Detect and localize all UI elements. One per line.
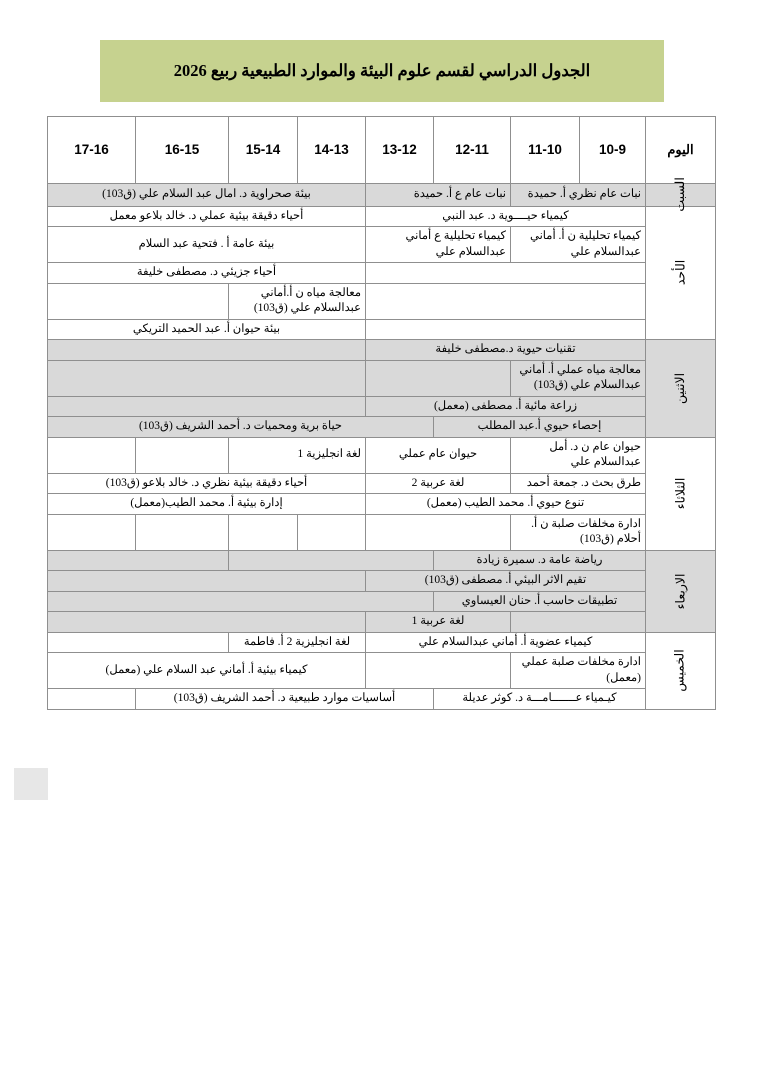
class-cell bbox=[511, 437, 646, 473]
schedule-row bbox=[48, 612, 716, 633]
class-cell bbox=[48, 319, 366, 340]
empty-cell bbox=[48, 396, 366, 417]
class-cell-text: حيوان عام ن د. أمل عبدالسلام علي bbox=[549, 440, 641, 469]
class-cell bbox=[434, 591, 646, 612]
class-cell bbox=[366, 437, 511, 473]
empty-cell bbox=[136, 514, 229, 550]
column-header-time: 14-13 bbox=[298, 117, 366, 184]
class-cell bbox=[434, 417, 646, 438]
column-header-time: 15-14 bbox=[229, 117, 298, 184]
class-cell bbox=[366, 227, 511, 263]
empty-cell bbox=[366, 263, 646, 284]
day-label: السبت bbox=[673, 177, 688, 212]
class-cell bbox=[48, 206, 366, 227]
schedule-row bbox=[48, 494, 716, 515]
day-label: الاثنين bbox=[673, 372, 688, 404]
class-cell bbox=[511, 184, 646, 207]
class-cell bbox=[511, 514, 646, 550]
empty-cell bbox=[136, 437, 229, 473]
day-label-cell bbox=[646, 632, 716, 709]
day-label-cell bbox=[646, 437, 716, 550]
class-cell-text: ادارة مخلفات صلبة عملي (معمل) bbox=[521, 656, 641, 684]
schedule-row bbox=[48, 514, 716, 550]
class-cell bbox=[366, 632, 646, 653]
empty-cell bbox=[48, 437, 136, 473]
empty-cell bbox=[48, 689, 136, 710]
class-cell-text: طرق بحث د. جمعة أحمد bbox=[526, 476, 641, 489]
class-cell bbox=[511, 473, 646, 494]
class-cell-text: رياضة عامة د. سميرة زيادة bbox=[476, 553, 603, 566]
empty-cell bbox=[48, 550, 229, 571]
column-header-time: 16-15 bbox=[136, 117, 229, 184]
class-cell bbox=[366, 473, 511, 494]
schedule-row bbox=[48, 340, 716, 361]
class-cell-text: بيئة عامة أ . فتحية عبد السلام bbox=[138, 237, 275, 250]
class-cell-text: تنوع حيوي أ. محمد الطيب (معمل) bbox=[426, 497, 585, 510]
class-cell bbox=[366, 206, 646, 227]
class-cell-text: كيمياء عضوية أ. أماني عبدالسلام علي bbox=[418, 635, 593, 648]
class-cell-text: تطبيقات حاسب أ. حنان العيساوي bbox=[461, 594, 618, 607]
empty-cell bbox=[366, 283, 646, 319]
empty-cell bbox=[48, 340, 366, 361]
schedule-table bbox=[47, 116, 716, 710]
class-cell bbox=[229, 632, 366, 653]
column-header-time: 11-10 bbox=[511, 117, 580, 184]
class-cell-text: بيئة صحراوية د. امال عبد السلام علي (ق103) bbox=[102, 188, 311, 200]
class-cell bbox=[434, 550, 646, 571]
empty-cell bbox=[48, 514, 136, 550]
schedule-row bbox=[48, 283, 716, 319]
class-cell bbox=[511, 227, 646, 263]
class-cell-text: كيمياء تحليلية ن أ. أماني عبدالسلام علي bbox=[530, 230, 641, 258]
day-label: الخميس bbox=[673, 649, 688, 692]
empty-cell bbox=[366, 514, 511, 550]
class-cell-text: نبات عام نظري أ. حميدة bbox=[527, 188, 641, 200]
day-label-cell bbox=[646, 550, 716, 632]
class-cell-text: بيئة حيوان أ. عبد الحميد التريكي bbox=[132, 322, 281, 335]
schedule-row bbox=[48, 632, 716, 653]
empty-cell bbox=[48, 360, 366, 396]
class-cell bbox=[366, 612, 511, 633]
class-cell bbox=[229, 283, 366, 319]
class-cell-text: ادارة مخلفات صلبة ن أ. أحلام (ق103) bbox=[531, 517, 641, 546]
class-cell-text: لغة عربية 2 bbox=[411, 476, 465, 489]
schedule-row bbox=[48, 319, 716, 340]
schedule-row bbox=[48, 689, 716, 710]
day-label: الثلاثاء bbox=[673, 477, 688, 510]
empty-cell bbox=[511, 612, 646, 633]
class-cell-text: زراعة مائية أ. مصطفى (معمل) bbox=[433, 399, 578, 412]
class-cell bbox=[366, 184, 511, 207]
schedule-row bbox=[48, 591, 716, 612]
column-header-time: 13-12 bbox=[366, 117, 434, 184]
schedule-row bbox=[48, 417, 716, 438]
class-cell bbox=[136, 689, 434, 710]
column-header-time: 17-16 bbox=[48, 117, 136, 184]
empty-cell bbox=[48, 632, 229, 653]
empty-cell bbox=[298, 514, 366, 550]
schedule-table-wrapper bbox=[48, 116, 716, 710]
page-title: الجدول الدراسي لقسم علوم البيئة والموارد الطبيعية ربيع 2026 bbox=[173, 61, 591, 81]
class-cell bbox=[48, 263, 366, 284]
empty-cell bbox=[48, 591, 434, 612]
schedule-row bbox=[48, 550, 716, 571]
class-cell-text: إحصاء حيوي أ.عبد المطلب bbox=[477, 420, 602, 433]
class-cell bbox=[48, 227, 366, 263]
class-cell-text: كيمياء بيئية أ. أماني عبد السلام علي (معمل) bbox=[105, 664, 308, 677]
class-cell-text: أساسيات موارد طبيعية د. أحمد الشريف (ق103) bbox=[173, 692, 396, 705]
class-cell-text: تقنيات حيوية د.مصطفى خليفة bbox=[435, 343, 576, 356]
class-cell-text: إدارة بيئية أ. محمد الطيب(معمل) bbox=[130, 497, 283, 510]
class-cell bbox=[48, 494, 366, 515]
class-cell-text: معالجة مياه عملي أ. أماني عبدالسلام علي (ق103) bbox=[519, 363, 641, 392]
empty-cell bbox=[48, 571, 366, 592]
class-cell-text: أحياء جزيئي د. مصطفى خليفة bbox=[136, 266, 277, 279]
schedule-row bbox=[48, 396, 716, 417]
class-cell bbox=[229, 437, 366, 473]
class-cell-text: كيمياء تحليلية ع أماني عبدالسلام علي bbox=[405, 230, 506, 258]
schedule-row bbox=[48, 360, 716, 396]
schedule-row bbox=[48, 571, 716, 592]
schedule-row bbox=[48, 653, 716, 689]
day-label-cell bbox=[646, 340, 716, 438]
day-label-cell bbox=[646, 206, 716, 340]
empty-cell bbox=[366, 319, 646, 340]
day-label: الاربعاء bbox=[673, 573, 688, 609]
class-cell-text: حيوان عام عملي bbox=[398, 448, 478, 461]
class-cell bbox=[511, 360, 646, 396]
table-header-row bbox=[48, 117, 716, 184]
empty-cell bbox=[229, 514, 298, 550]
class-cell bbox=[366, 571, 646, 592]
class-cell bbox=[366, 340, 646, 361]
class-cell bbox=[366, 396, 646, 417]
column-header-day: اليوم bbox=[646, 117, 716, 184]
empty-cell bbox=[366, 360, 511, 396]
empty-cell bbox=[48, 612, 366, 633]
class-cell-text: أحياء دقيقة بيئية نظري د. خالد بلاعو (ق103) bbox=[105, 476, 308, 489]
class-cell bbox=[511, 653, 646, 689]
class-cell bbox=[366, 494, 646, 515]
empty-cell bbox=[229, 550, 434, 571]
class-cell-text: أحياء دقيقة بيئية عملي د. خالد بلاعو معمل bbox=[109, 209, 304, 222]
day-label: الأحد bbox=[673, 259, 688, 286]
class-cell bbox=[434, 689, 646, 710]
schedule-row bbox=[48, 473, 716, 494]
class-cell-text: كيمياء حيــــوية د. عبد النبي bbox=[442, 209, 569, 222]
class-cell-text: نبات عام ع أ. حميدة bbox=[413, 188, 506, 200]
schedule-row bbox=[48, 206, 716, 227]
scan-artifact bbox=[14, 768, 48, 800]
class-cell bbox=[48, 653, 366, 689]
class-cell-text: معالجة مياه ن أ.أماني عبدالسلام علي (ق103) bbox=[253, 286, 361, 315]
empty-cell bbox=[48, 283, 229, 319]
class-cell-text: حياة برية ومحميات د. أحمد الشريف (ق103) bbox=[138, 420, 343, 433]
class-cell bbox=[48, 473, 366, 494]
title-banner bbox=[100, 40, 664, 102]
schedule-row bbox=[48, 263, 716, 284]
class-cell-text: كيـمياء عـــــــامـــة د. كوثر عديلة bbox=[462, 692, 617, 705]
schedule-row bbox=[48, 437, 716, 473]
day-label-cell bbox=[646, 177, 716, 212]
class-cell-text: لغة عربية 1 bbox=[411, 615, 465, 628]
class-cell bbox=[48, 417, 434, 438]
column-header-time: 10-9 bbox=[580, 117, 646, 184]
column-header-time: 12-11 bbox=[434, 117, 511, 184]
empty-cell bbox=[366, 653, 511, 689]
class-cell-text: تقيم الاثر البيئي أ. مصطفى (ق103) bbox=[424, 574, 587, 587]
schedule-row bbox=[48, 184, 716, 207]
class-cell bbox=[48, 184, 366, 207]
class-cell-text: لغة انجليزية 1 bbox=[297, 448, 361, 461]
schedule-row bbox=[48, 227, 716, 263]
class-cell-text: لغة انجليزية 2 أ. فاطمة bbox=[243, 635, 351, 648]
